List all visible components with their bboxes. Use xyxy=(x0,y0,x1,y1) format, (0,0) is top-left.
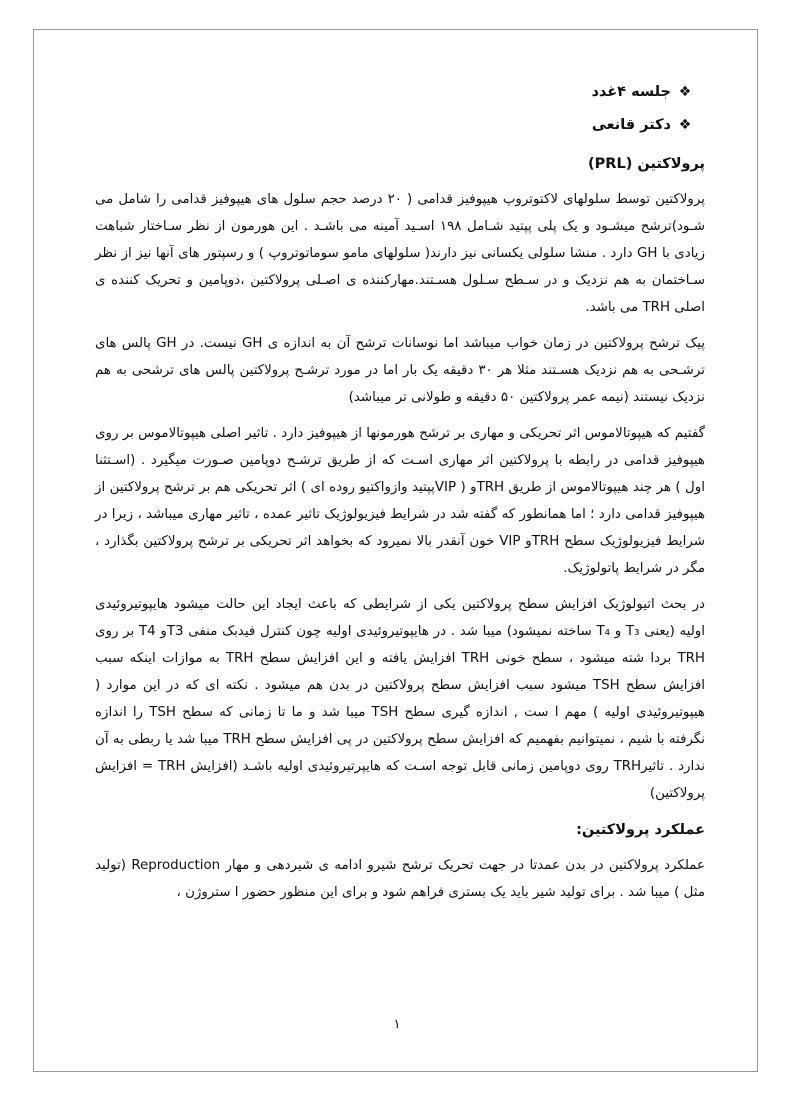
paragraph-etiology-hypothyroidism: در بحث اتیولوژیک افزایش سطح پرولاکتین یکی از شرایطی که باعث ایجاد این حالت میشود هایپوتیروئیدی اولیه (یعنی T₃ و T₄ ساخته نمیشود) میبا شد . در هایپوتیروئیدی اولیه چون کنترل فیدبک منفی T3و T4 بر روی TRH بردا شته میشود ، سطح خونی TRH افزایش یافته و این افزایش سطح TRH به موازات اینکه سبب افزایش سطح TSH میشود سبب افزایش سطح پرولاکتین در بدن هم میشود . نکته ای که در این موارد ( هیپوتیروئیدی اولیه ) مهم ا ست , اندازه گیری سطح TSH میبا شد و ما تا زمانی که سطح TSH را اندازه نگرفته با شیم ، نمیتوانیم بفهمیم که افزایش سطح پرولاکتین در پی افزایش سطح TRH میبا شد یا ربطی به آن ندارد . تاثیرTRH روی دوپامین زمانی قابل توجه اسـت که هایپرتیروئیدی اولیه باشـد (افزایش TRH = افزایش پرولاکتین) xyxy=(95,597,705,801)
paragraph-hypothalamic-control: گفتیم که هیپوتالاموس اثر تحریکی و مهاری بر ترشح هورمونها از هیپوفیز دارد . تاثیر اصلی هیپوتالاموس بر روی هیپوفیز قدامی در رابطه با پرولاکتین اثر مهاری اسـت که از طریق ترشـح دوپامین صـورت میگیرد . (اسـتثنا اول ) هر چند هیپوتالاموس از طریق TRHو ( VIPپپتید وازواکتیو روده ای ) اثر تحریکی هم بر ترشح پرولاکتین از هیپوفیز قدامی دارد ؛ اما همانطور که گفته شد در شرایط فیزیولوژیک تاثیر عمده ، تاثیر مهاری میباشد ، زیرا در شرایط فیزیولوژیک سطح TRHو VIP خون آنقدر بالا نمیرود که بخواهد اثر تحریکی بر ترشح پرولاکتین بگذارد ، مگر در شرایط پاتولوژیک. xyxy=(95,426,705,576)
lecturer-name xyxy=(95,109,693,142)
document-body xyxy=(95,76,705,915)
section-heading-prolactin: پرولاکتین (PRL) xyxy=(588,156,705,172)
paragraph-prolactin-function: عملکرد پرولاکتین در بدن عمدتا در جهت تحریک ترشح شیرو ادامه ی شیردهی و مهار Reproduction (تولید مثل ) میبا شد . برای تولید شیر باید یک بستری فراهم شود و برای این منظور حضور ا ستروژن ، xyxy=(95,858,705,900)
page-number: ۱ xyxy=(393,1017,401,1032)
session-title xyxy=(95,76,693,109)
diamond-bullet-icon: ❖ xyxy=(678,84,692,100)
paragraph-secretion-peak: پیک ترشح پرولاکتین در زمان خواب میباشد اما نوسانات ترشح آن به اندازه ی GH نیست. در GH پالس های ترشـحی به هم نزدیک هسـتند مثلا هر ۳۰ دقیقه یک بار اما در مورد ترشـح پرولاکتین پالس های ترشحی به هم نزدیک نیستند (نیمه عمر پرولاکتین ۵۰ دقیقه و طولانی تر میباشد) xyxy=(95,336,705,405)
lecturer-name-text: دکتر قانعی xyxy=(591,117,671,133)
paragraph-prolactin-source: پرولاکتین توسط سلولهای لاکتوتروپ هیپوفیز قدامی ( ۲۰ درصد حجم سلول های هیپوفیز قدامی را شامل می شـود)ترشح میشـود و یک پلی پپتید شـامل ۱۹۸ اسـید آمینه می باشـد . این هورمون از نظر سـاختار شباهت زیادی با GH دارد . منشا سلولی یکسانی نیز دارند( سلولهای مامو سوماتوتروپ ) و رسپتور های آنها نیز از نظر سـاختمان به هم نزدیک و در سـطح سـلول هسـتند.مهارکننده ی اصـلی پرولاکتین ،دوپامین و تحریک کننده ی اصلی TRH می باشد. xyxy=(95,192,705,315)
diamond-bullet-icon: ❖ xyxy=(678,117,692,133)
section-heading-function: عملکرد پرولاکتین: xyxy=(576,822,705,838)
session-title-text: جلسه ۴غدد xyxy=(591,84,671,100)
